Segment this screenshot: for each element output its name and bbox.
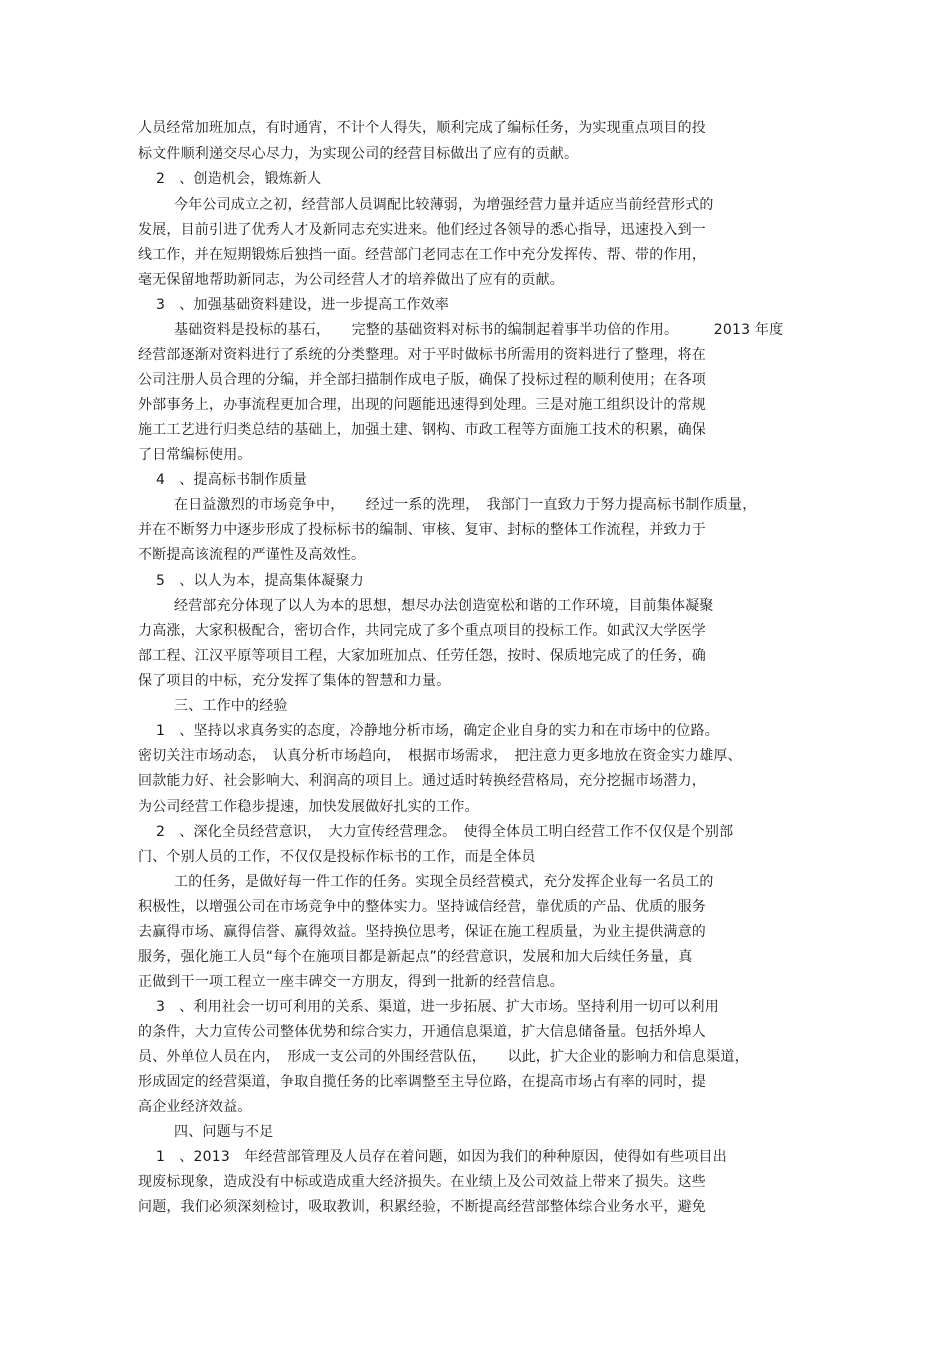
- text-line: 积极性，以增强公司在市场竞争中的整体实力。坚持诚信经营，靠优质的产品、优质的服务: [138, 899, 706, 915]
- text-line: 公司注册人员合理的分编，并全部扫描制作成电子版，确保了投标过程的顺利使用；在各项: [138, 372, 706, 388]
- chapter-heading: 四、问题与不足: [174, 1124, 274, 1140]
- section-heading: 3 、加强基础资料建设，进一步提高工作效率: [156, 297, 450, 313]
- section-heading: 2 、创造机会，锻炼新人: [156, 171, 322, 187]
- text-line: 工的任务，是做好每一件工作的任务。实现全员经营模式，充分发挥企业每一名员工的: [174, 874, 714, 890]
- chapter-heading: 三、工作中的经验: [174, 698, 288, 714]
- text-line: 标文件顺利递交尽心尽力，为实现公司的经营目标做出了应有的贡献。: [138, 146, 579, 162]
- section-heading: 3 、利用社会一切可利用的关系、渠道，进一步拓展、扩大市场。坚持利用一切可以利用: [156, 999, 719, 1015]
- text-line: 外部事务上，办事流程更加合理，出现的问题能迅速得到处理。三是对施工组织设计的常规: [138, 397, 706, 413]
- text-line: 密切关注市场动态， 认真分析市场趋向， 根据市场需求， 把注意力更多地放在资金实力雄厚、: [138, 748, 742, 764]
- section-heading: 1 、2013 年经营部管理及人员存在着问题，如因为我们的种种原因，使得如有些项目出: [156, 1149, 727, 1165]
- text-line: 力高涨，大家积极配合，密切合作，共同完成了多个重点项目的投标工作。如武汉大学医学: [138, 623, 706, 639]
- text-line: 经营部充分体现了以人为本的思想，想尽办法创造宽松和谐的工作环境，目前集体凝聚: [174, 598, 714, 614]
- text-line: 门、个别人员的工作，不仅仅是投标作标书的工作，而是全体员: [138, 849, 536, 865]
- section-heading: 5 、以人为本，提高集体凝聚力: [156, 573, 364, 589]
- text-line: 人员经常加班加点，有时通宵，不计个人得失，顺利完成了编标任务，为实现重点项目的投: [138, 120, 706, 136]
- text-line: 服务，强化施工人员“每个在施项目都是新起点”的经营意识，发展和加大后续任务量，真: [138, 949, 693, 965]
- text-line: 部工程、江汉平原等项目工程，大家加班加点、任劳任怨，按时、保质地完成了的任务，确: [138, 648, 706, 664]
- text-line: 问题，我们必须深刻检讨，吸取教训，积累经验，不断提高经营部整体综合业务水平，避免: [138, 1199, 706, 1215]
- text-line: 施工工艺进行归类总结的基础上，加强土建、钢构、市政工程等方面施工技术的积累，确保: [138, 422, 706, 438]
- text-line: 基础资料是投标的基石， 完整的基础资料对标书的编制起着事半功倍的作用。 2013 年度: [174, 322, 784, 338]
- text-line: 回款能力好、社会影响大、利润高的项目上。通过适时转换经营格局，充分挖掘市场潜力，: [138, 773, 706, 789]
- text-line: 不断提高该流程的严谨性及高效性。: [138, 547, 366, 563]
- section-heading: 4 、提高标书制作质量: [156, 472, 308, 488]
- text-line: 了日常编标使用。: [138, 447, 252, 463]
- text-line: 形成固定的经营渠道，争取自揽任务的比率调整至主导位路，在提高市场占有率的同时，提: [138, 1074, 706, 1090]
- text-line: 并在不断努力中逐步形成了投标标书的编制、审核、复审、封标的整体工作流程，并致力于: [138, 522, 706, 538]
- text-line: 正做到干一项工程立一座丰碑交一方朋友，得到一批新的经营信息。: [138, 974, 564, 990]
- section-heading: 2 、深化全员经营意识， 大力宣传经营理念。 使得全体员工明白经营工作不仅仅是个别部: [156, 824, 734, 840]
- section-heading: 1 、坚持以求真务实的态度，冷静地分析市场，确定企业自身的实力和在市场中的位路。: [156, 723, 719, 739]
- text-line: 经营部逐渐对资料进行了系统的分类整理。对于平时做标书所需用的资料进行了整理，将在: [138, 347, 706, 363]
- text-line: 高企业经济效益。: [138, 1099, 252, 1115]
- text-line: 线工作，并在短期锻炼后独挡一面。经营部门老同志在工作中充分发挥传、帮、带的作用，: [138, 247, 706, 263]
- text-line: 为公司经营工作稳步提速，加快发展做好扎实的工作。: [138, 799, 479, 815]
- text-line: 保了项目的中标，充分发挥了集体的智慧和力量。: [138, 673, 451, 689]
- text-line: 毫无保留地帮助新同志，为公司经营人才的培养做出了应有的贡献。: [138, 272, 564, 288]
- text-line: 的条件，大力宣传公司整体优势和综合实力，开通信息渠道，扩大信息储备量。包括外埠人: [138, 1024, 706, 1040]
- text-line: 今年公司成立之初，经营部人员调配比较薄弱，为增强经营力量并适应当前经营形式的: [174, 197, 714, 213]
- text-line: 发展，目前引进了优秀人才及新同志充实进来。他们经过各领导的悉心指导，迅速投入到一: [138, 222, 706, 238]
- text-line: 现废标现象，造成没有中标或造成重大经济损失。在业绩上及公司效益上带来了损失。这些: [138, 1174, 706, 1190]
- text-line: 在日益激烈的市场竞争中， 经过一系的洗理， 我部门一直致力于努力提高标书制作质量，: [174, 497, 757, 513]
- text-line: 去赢得市场、赢得信誉、赢得效益。坚持换位思考，保证在施工程质量，为业主提供满意的: [138, 924, 706, 940]
- text-line: 员、外单位人员在内， 形成一支公司的外围经营队伍， 以此，扩大企业的影响力和信息渠道，: [138, 1049, 749, 1065]
